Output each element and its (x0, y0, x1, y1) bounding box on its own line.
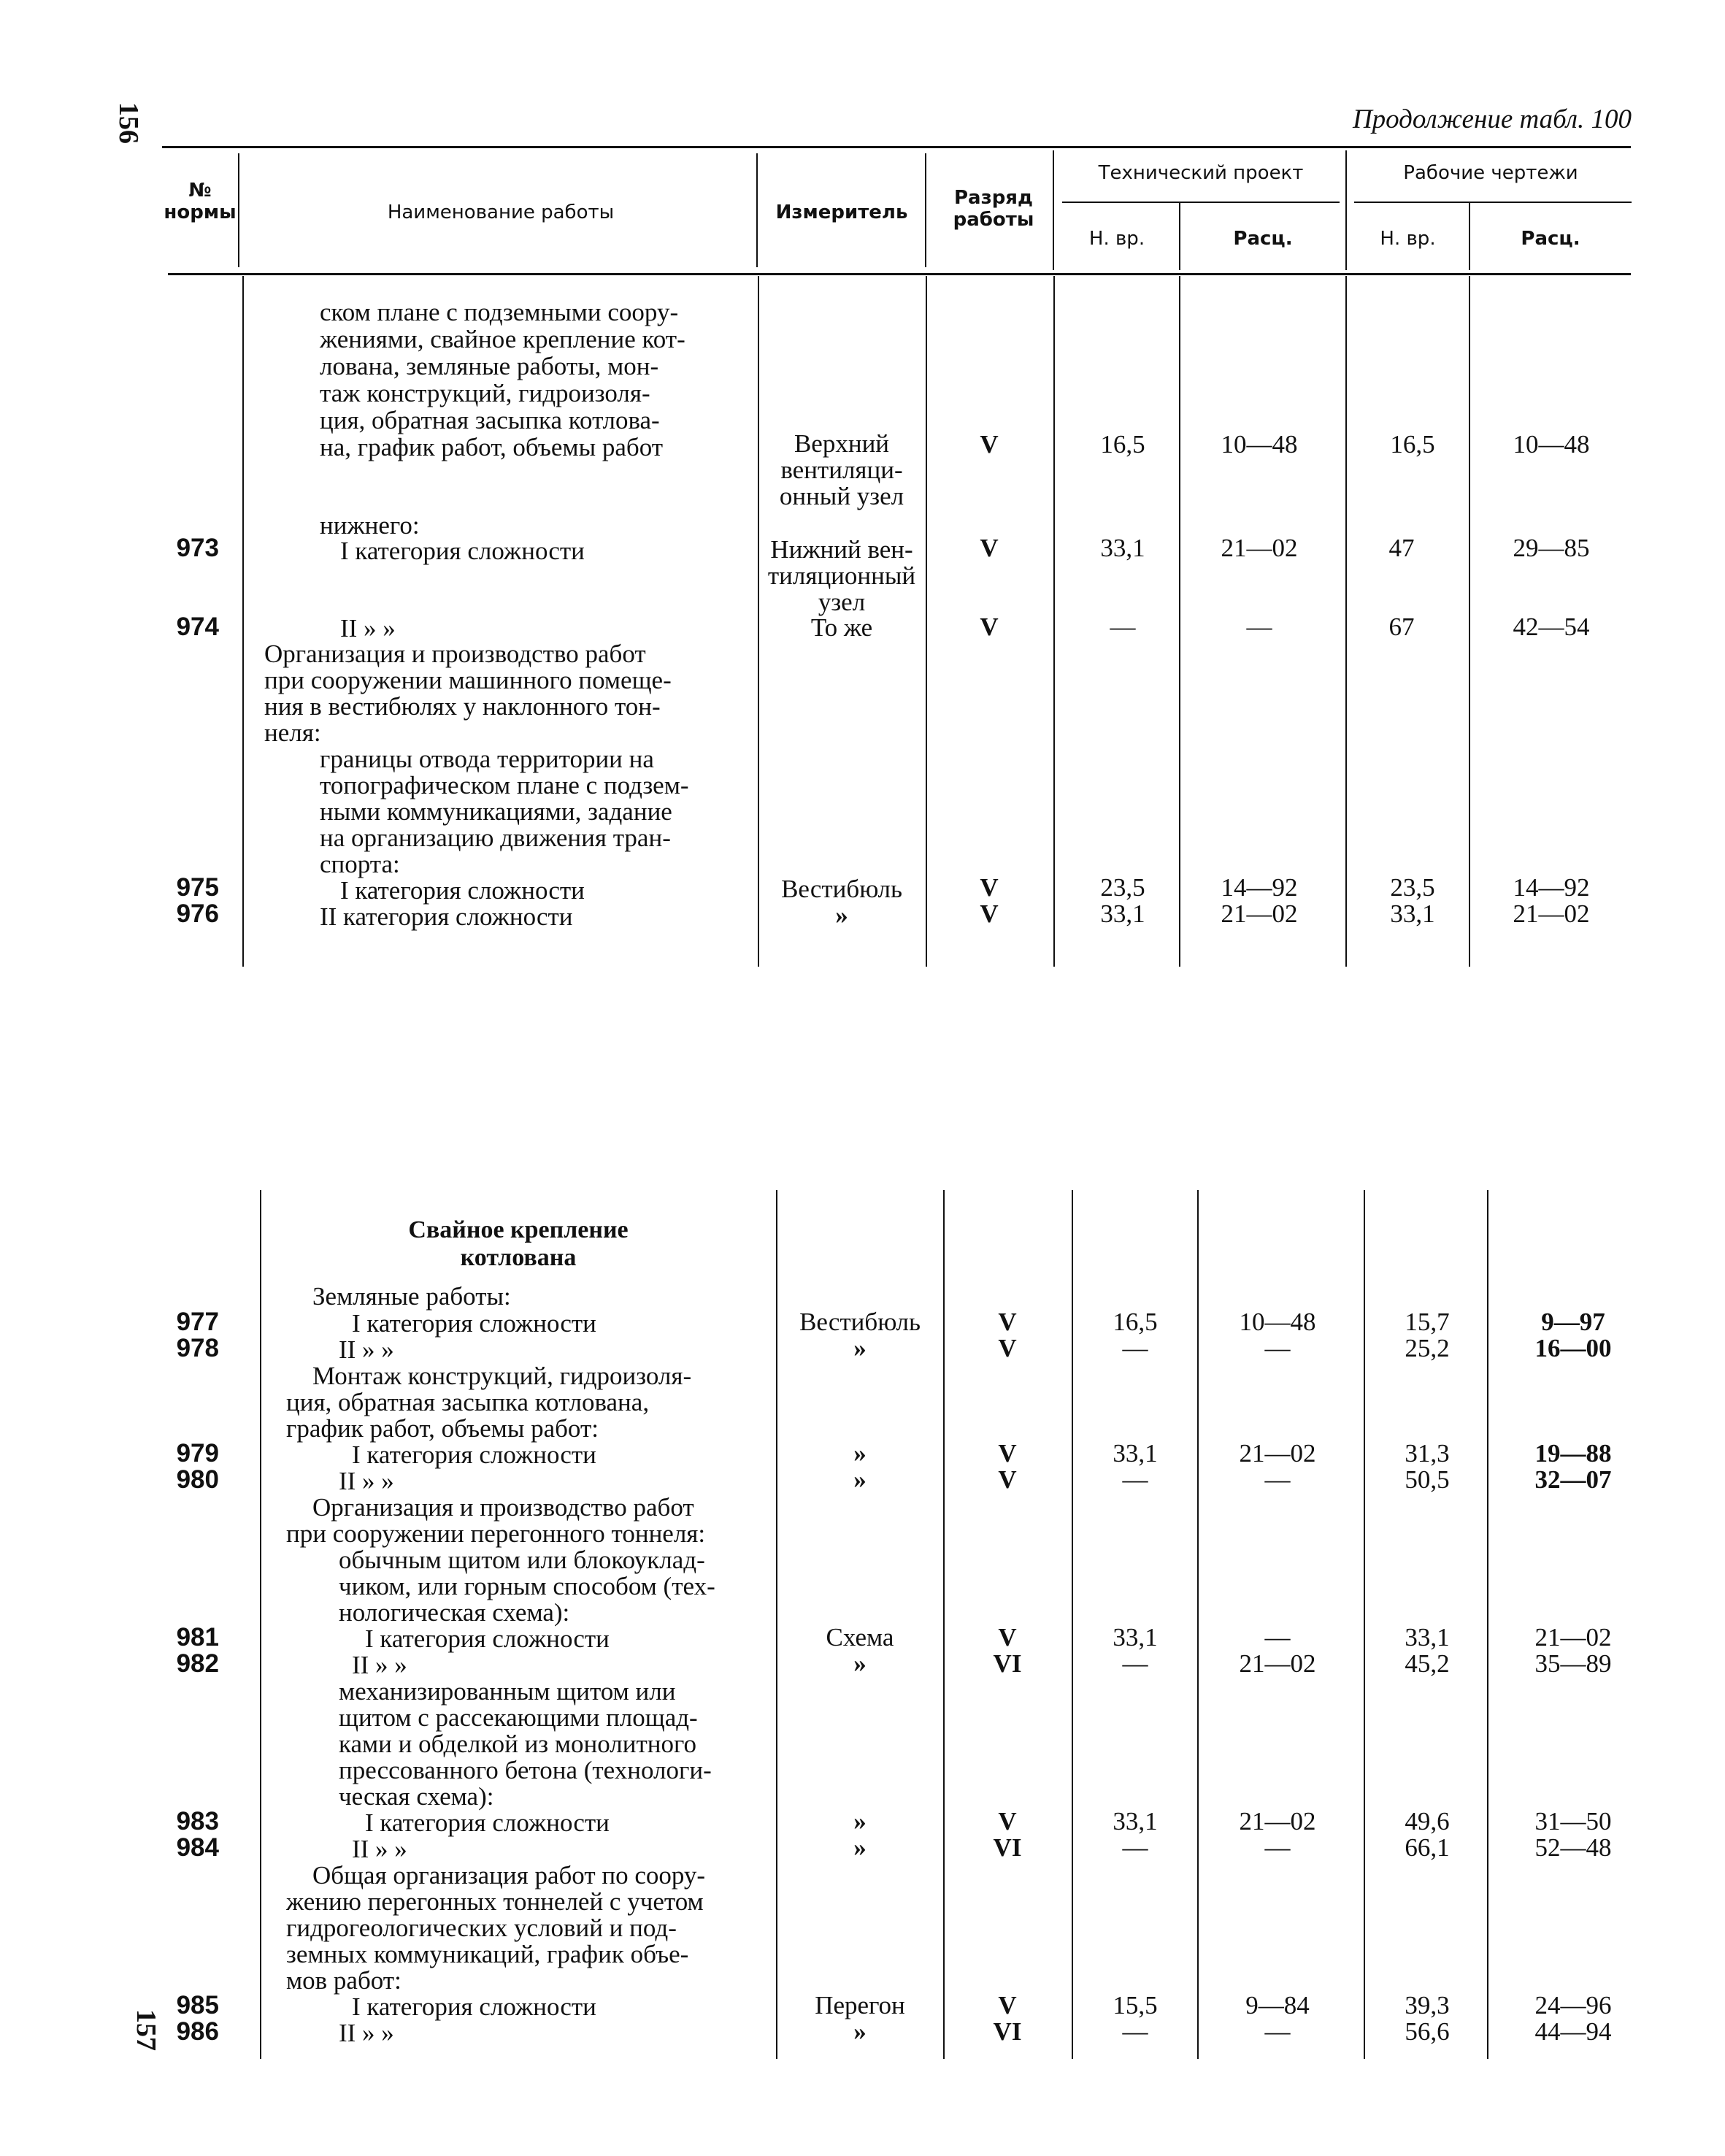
unit-upper-node: Верхний вентиляци- онный узел (779, 429, 904, 510)
header-working-drawings: Рабочие чертежи (1403, 162, 1578, 184)
table-row (0, 534, 1725, 562)
work-nvr: 45,2 (1405, 1649, 1450, 1678)
header-tech-rasc: Расц. (1233, 228, 1293, 250)
work-rasc: 42—54 (1513, 613, 1590, 641)
work-text: I категория сложности (352, 1309, 596, 1338)
work-rasc: 19—88 (1534, 1439, 1612, 1468)
table-row (0, 1808, 1725, 1835)
work-rasc: 9—97 (1541, 1308, 1605, 1336)
tech-nvr: — (1122, 1465, 1148, 1494)
rank: V (998, 1308, 1017, 1336)
work-text: ными коммуникациями, задание (320, 797, 672, 826)
norm-number: 982 (176, 1649, 219, 1678)
work-text: границы отвода территории на (320, 745, 654, 773)
table-row (0, 1308, 1725, 1336)
work-nvr: 50,5 (1405, 1465, 1450, 1494)
tech-rasc: — (1264, 2017, 1291, 2046)
work-rasc: 32—07 (1534, 1465, 1612, 1494)
work-text: Земляные работы: (312, 1282, 511, 1311)
tech-rasc: 10—48 (1239, 1308, 1316, 1336)
norm-number: 986 (176, 2017, 219, 2046)
work-text: Общая организация работ по соору- (312, 1861, 706, 1890)
work-text: прессованного бетона (технологи- (339, 1756, 712, 1784)
tech-nvr: — (1110, 613, 1136, 641)
work-text: земных коммуникаций, график объе- (286, 1940, 689, 1968)
work-nvr: 39,3 (1405, 1991, 1450, 2019)
hdr-divider (756, 153, 758, 267)
work-text: механизированным щитом или (339, 1677, 676, 1706)
tech-rasc: 21—02 (1239, 1649, 1316, 1678)
table-row (0, 431, 1725, 459)
work-rasc: 52—48 (1534, 1833, 1612, 1862)
work-text: ция, обратная засыпка котлова- (320, 406, 660, 434)
hdr-divider (238, 153, 239, 267)
norm-number: 980 (176, 1465, 219, 1494)
tech-rasc: — (1264, 1334, 1291, 1362)
work-text: I категория сложности (352, 1992, 596, 2021)
table-row (0, 2018, 1725, 2046)
tech-nvr: 33,1 (1113, 1623, 1158, 1651)
rank: VI (993, 1833, 1022, 1862)
work-nvr: 16,5 (1390, 430, 1435, 459)
work-text: Монтаж конструкций, гидроизоля- (312, 1362, 692, 1390)
unit: » (853, 1807, 867, 1835)
page-number-bottom: 157 (131, 2009, 161, 2051)
work-text: щитом с рассекающими площад- (339, 1703, 698, 1732)
table-top-rule (162, 146, 1631, 148)
work-text: при сооружении перегонного тоннеля: (286, 1519, 706, 1548)
unit: » (853, 2017, 867, 2046)
tech-rasc: — (1264, 1833, 1291, 1862)
work-nvr: 47 (1388, 534, 1415, 562)
work-text: II » » (352, 1835, 407, 1863)
work-text: топографическом плане с подзем- (320, 771, 689, 799)
work-nvr: 15,7 (1405, 1308, 1450, 1336)
section-title: Свайное крепление котлована (408, 1216, 629, 1271)
work-text: ками и обделкой из монолитного (339, 1730, 696, 1758)
work-text: ческая схема): (339, 1782, 494, 1811)
work-rasc: 10—48 (1513, 430, 1590, 459)
work-text: I категория сложности (352, 1440, 596, 1469)
work-text: нижнего: (320, 511, 420, 540)
work-rasc: 24—96 (1534, 1991, 1612, 2019)
work-text: на, график работ, объемы работ (320, 433, 664, 461)
hdr-divider (925, 153, 926, 267)
work-text: спорта: (320, 850, 400, 878)
work-rasc: 29—85 (1513, 534, 1590, 562)
work-rasc: 44—94 (1534, 2017, 1612, 2046)
work-rasc: 21—02 (1534, 1623, 1612, 1651)
work-rasc: 35—89 (1534, 1649, 1612, 1678)
tech-rasc: — (1246, 613, 1272, 641)
work-rasc: 16—00 (1534, 1334, 1612, 1362)
work-text: ция, обратная засыпка котлована, (286, 1388, 650, 1416)
work-text: таж конструкций, гидроизоля- (320, 379, 650, 407)
work-text: мов работ: (286, 1966, 402, 1995)
work-text: жениями, свайное крепление кот- (320, 325, 685, 353)
work-nvr: 66,1 (1405, 1833, 1450, 1862)
tech-nvr: 15,5 (1113, 1991, 1158, 2019)
work-text: II » » (352, 1651, 407, 1679)
work-text: ния в вестибюлях у наклонного тон- (264, 692, 661, 721)
work-group-rule (1354, 202, 1632, 203)
work-text: обычным щитом или блокоуклад- (339, 1546, 705, 1574)
norm-number: 983 (176, 1807, 219, 1835)
work-text: I категория сложности (340, 876, 585, 905)
work-text: неля: (264, 718, 321, 747)
norm-number: 978 (176, 1334, 219, 1362)
work-text: I категория сложности (365, 1808, 610, 1837)
tech-nvr: 33,1 (1100, 899, 1145, 928)
work-text: II категория сложности (320, 902, 573, 931)
norm-number: 974 (176, 613, 219, 641)
hdr-divider (1053, 150, 1054, 270)
unit: Вестибюль (799, 1308, 921, 1336)
work-text: на организацию движения тран- (320, 824, 671, 852)
header-rank: Разряд работы (953, 187, 1034, 231)
tech-rasc: — (1264, 1465, 1291, 1494)
work-rasc: 31—50 (1534, 1807, 1612, 1835)
work-rasc: 21—02 (1513, 899, 1590, 928)
work-nvr: 67 (1388, 613, 1415, 641)
work-nvr: 33,1 (1390, 899, 1435, 928)
header-tech-nvr: Н. вр. (1088, 228, 1145, 250)
tech-nvr: 33,1 (1113, 1439, 1158, 1468)
header-bottom-rule (168, 273, 1631, 275)
tech-nvr: — (1122, 1833, 1148, 1862)
rank: V (980, 873, 999, 902)
work-text: график работ, объемы работ: (286, 1414, 599, 1443)
unit: » (853, 1439, 867, 1468)
work-nvr: 23,5 (1390, 873, 1435, 902)
tech-rasc: 21—02 (1239, 1807, 1316, 1835)
norm-number: 977 (176, 1308, 219, 1336)
rank: V (980, 534, 999, 562)
rank: V (980, 899, 999, 928)
norm-number: 976 (176, 899, 219, 928)
tech-rasc: 9—84 (1245, 1991, 1310, 2019)
unit: Схема (826, 1623, 894, 1651)
work-text: лована, земляные работы, мон- (320, 352, 659, 380)
rank: V (998, 1991, 1017, 2019)
work-nvr: 49,6 (1405, 1807, 1450, 1835)
table-row (0, 1834, 1725, 1862)
hdr-divider (1345, 150, 1347, 270)
page-number-top: 156 (113, 102, 144, 144)
work-text: жению перегонных тоннелей с учетом (286, 1887, 704, 1916)
tech-nvr: 23,5 (1100, 873, 1145, 902)
unit: » (853, 1465, 867, 1494)
rank: VI (993, 2017, 1022, 2046)
table-row (0, 874, 1725, 902)
unit-vestibule: Вестибюль (781, 875, 902, 903)
work-text: II » » (340, 614, 396, 642)
tech-nvr: 33,1 (1113, 1807, 1158, 1835)
work-rasc: 14—92 (1513, 873, 1590, 902)
work-text: чиком, или горным способом (тех- (339, 1572, 715, 1600)
table-row (0, 1440, 1725, 1468)
rank: V (998, 1623, 1017, 1651)
work-text: Организация и производство работ (312, 1493, 694, 1522)
rank: VI (993, 1649, 1022, 1678)
tech-rasc: 21—02 (1239, 1439, 1316, 1468)
work-text: II » » (339, 2019, 394, 2047)
work-text: II » » (339, 1335, 394, 1364)
work-text: I категория сложности (340, 537, 585, 565)
tech-rasc: 10—48 (1221, 430, 1298, 459)
unit-lower-node: Нижний вен- тиляционный узел (767, 535, 916, 616)
unit: » (853, 1649, 867, 1678)
tech-nvr: — (1122, 2017, 1148, 2046)
norm-number: 985 (176, 1991, 219, 2019)
tech-nvr: — (1122, 1334, 1148, 1362)
work-text: ском плане с подземными соору- (320, 298, 679, 326)
table-row (0, 613, 1725, 641)
rank: V (998, 1807, 1017, 1835)
norm-number: 984 (176, 1833, 219, 1862)
table-row (0, 1650, 1725, 1678)
tech-rasc: 21—02 (1221, 899, 1298, 928)
tech-nvr: — (1122, 1649, 1148, 1678)
work-nvr: 33,1 (1405, 1623, 1450, 1651)
work-text: нологическая схема): (339, 1598, 570, 1627)
header-work-rasc: Расц. (1521, 228, 1580, 250)
work-text: гидрогеологических условий и под- (286, 1914, 677, 1942)
tech-rasc: — (1264, 1623, 1291, 1651)
rank: V (998, 1465, 1017, 1494)
tech-nvr: 33,1 (1100, 534, 1145, 562)
unit: » (853, 1833, 867, 1862)
tech-nvr: 16,5 (1113, 1308, 1158, 1336)
norm-number: 981 (176, 1623, 219, 1651)
table-row (0, 1466, 1725, 1494)
unit: » (853, 1334, 867, 1362)
header-num: № нормы (164, 180, 237, 223)
rank: V (998, 1439, 1017, 1468)
work-nvr: 56,6 (1405, 2017, 1450, 2046)
work-nvr: 25,2 (1405, 1334, 1450, 1362)
unit-same: То же (810, 613, 873, 642)
work-text: I категория сложности (365, 1624, 610, 1653)
work-text: при сооружении машинного помеще- (264, 666, 672, 694)
rank: V (998, 1334, 1017, 1362)
tech-nvr: 16,5 (1100, 430, 1145, 459)
table-row (0, 1624, 1725, 1651)
header-name: Наименование работы (387, 202, 615, 223)
work-text: Организация и производство работ (264, 640, 646, 668)
table-row (0, 1992, 1725, 2019)
rank: V (980, 613, 999, 641)
header-unit: Измеритель (775, 202, 908, 223)
unit: Перегон (815, 1991, 905, 2019)
tech-group-rule (1062, 202, 1340, 203)
norm-number: 973 (176, 534, 219, 562)
rank: V (980, 430, 999, 459)
table-row (0, 900, 1725, 928)
header-work-nvr: Н. вр. (1380, 228, 1436, 250)
table-row (0, 1335, 1725, 1362)
work-text: II » » (339, 1467, 394, 1495)
norm-number: 979 (176, 1439, 219, 1468)
table-caption: Продолжение табл. 100 (1352, 104, 1632, 134)
work-nvr: 31,3 (1405, 1439, 1450, 1468)
unit-ditto: » (835, 901, 848, 929)
header-tech-project: Технический проект (1098, 162, 1304, 184)
norm-number: 975 (176, 873, 219, 902)
tech-rasc: 14—92 (1221, 873, 1298, 902)
tech-rasc: 21—02 (1221, 534, 1298, 562)
